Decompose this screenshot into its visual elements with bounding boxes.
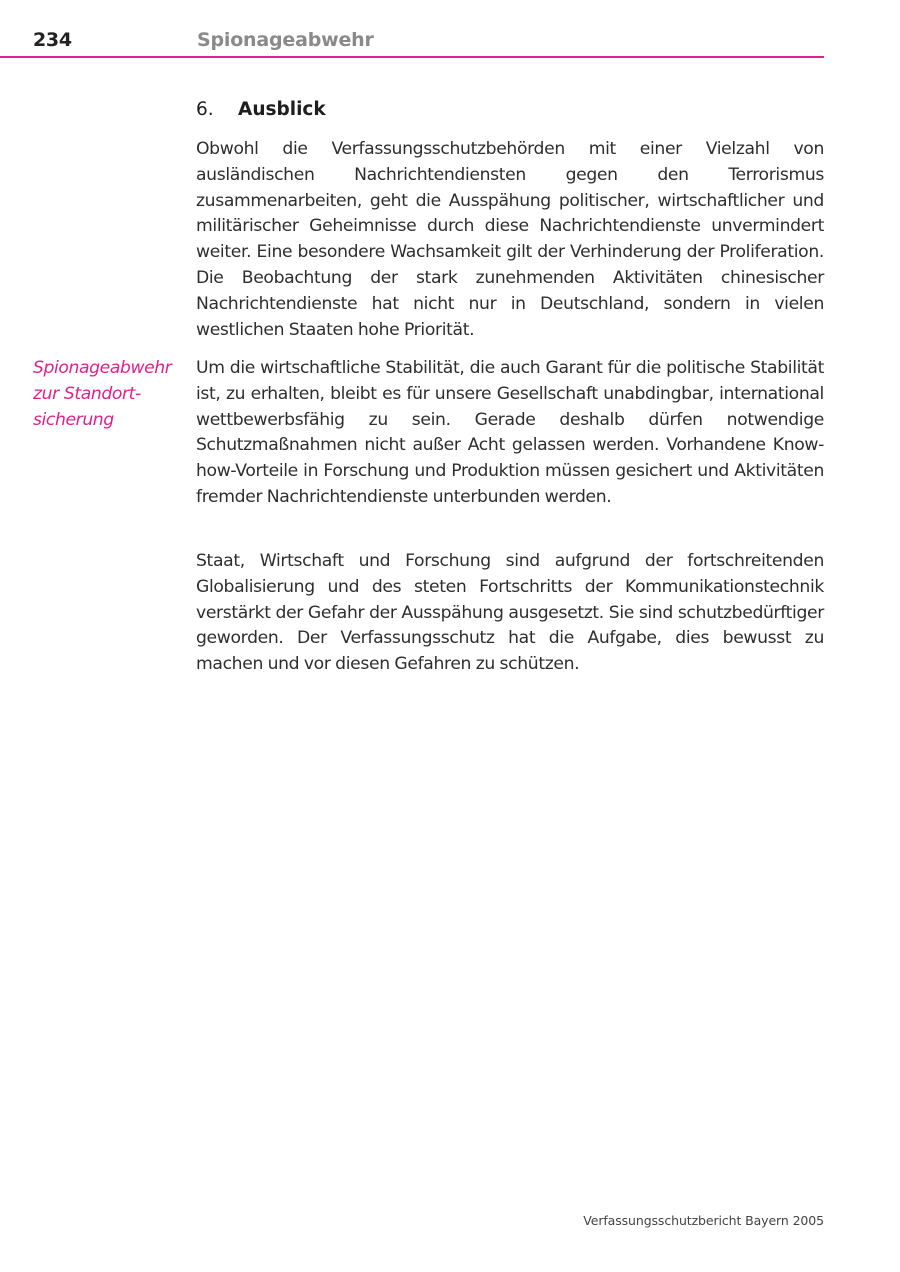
margin-note-line: Spionageabwehr [33,358,172,378]
margin-note [33,356,183,433]
paragraph-economic-stability: Um die wirtschaftliche Stabilität, die auch Garant für die politische Stabilität ist, zu erhalten, bleibt es für unsere Gesellschaft unabdingbar, international wettbewerbsfähig zu sein. Gerade deshalb dürfen notwendige Schutzmaßnahmen nicht außer Acht gelassen werden. Vorhandene Know-how-Vorteile in Forschung und Produktion müssen gesichert und Aktivitäten fremder Nachrichtendienste unterbunden werden. [196,358,824,507]
section-number: 6. [196,99,214,120]
running-head: Spionageabwehr [197,29,374,51]
header-rule [0,56,824,58]
section-heading [196,98,326,122]
page-number: 234 [33,29,72,51]
margin-note-line: zur Standort- [33,383,141,404]
margin-note-line: sicherung [33,409,114,430]
paragraph-protection-need: Staat, Wirtschaft und Forschung sind aufgrund der fortschreitenden Globalisierung und des steten Fortschritts der Kommunikationstechnik verstärkt der Gefahr der Ausspähung ausgesetzt. Sie sind schutzbedürftiger geworden. Der Verfassungsschutz hat die Aufgabe, dies bewusst zu machen und vor diesen Gefahren zu schützen. [196,551,824,675]
section-title: Ausblick [238,99,326,120]
paragraph-outlook-intro: Obwohl die Verfassungsschutzbehörden mit einer Vielzahl von ausländischen Nachrichtendiensten gegen den Terrorismus zusammenarbeiten, geht die Ausspähung politischer, wirtschaftlicher und militärischer Geheimnisse durch diese Nachrichtendienste unvermindert weiter. Eine besondere Wachsamkeit gilt der Verhinderung der Proliferation. Die Beobachtung der stark zunehmenden Aktivitäten chinesischer Nachrichtendienste hat nicht nur in Deutschland, sondern in vielen westlichen Staaten hohe Priorität. [196,139,824,340]
page-footer: Verfassungsschutzbericht Bayern 2005 [583,1213,824,1228]
